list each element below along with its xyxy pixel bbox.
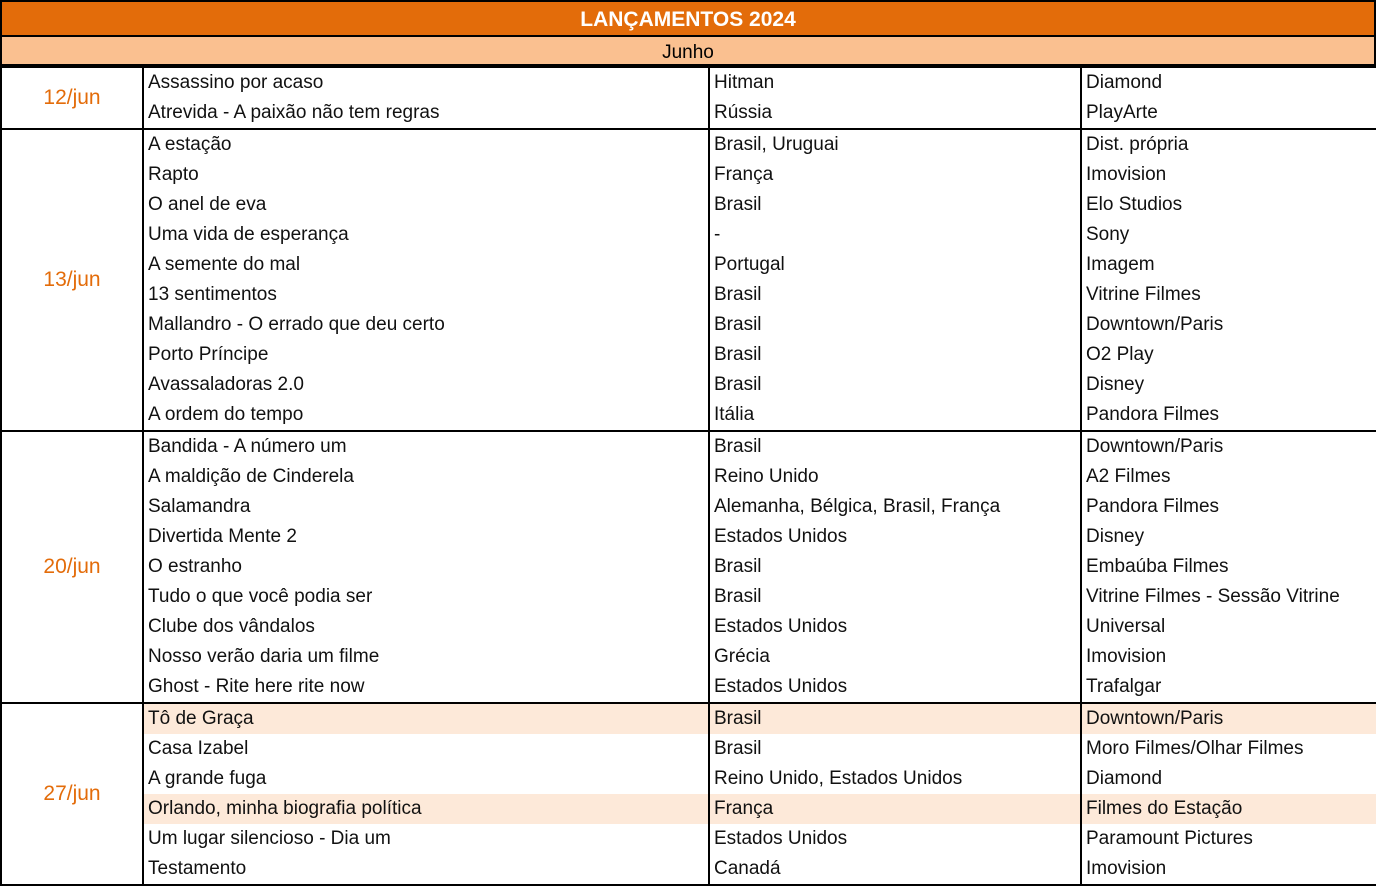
film-title: Testamento	[143, 854, 709, 885]
film-distributor: Moro Filmes/Olhar Filmes	[1081, 734, 1376, 764]
film-distributor: Vitrine Filmes	[1081, 280, 1376, 310]
film-distributor: Trafalgar	[1081, 672, 1376, 703]
table-row	[1, 98, 1376, 129]
film-distributor: Pandora Filmes	[1081, 400, 1376, 431]
table-row	[1, 280, 1376, 310]
film-distributor: Sony	[1081, 220, 1376, 250]
table-row	[1, 824, 1376, 854]
film-country: Estados Unidos	[709, 824, 1081, 854]
film-distributor: Imagem	[1081, 250, 1376, 280]
table-row	[1, 854, 1376, 885]
release-date: 13/jun	[1, 129, 143, 431]
film-distributor: Pandora Filmes	[1081, 492, 1376, 522]
film-country: Itália	[709, 400, 1081, 431]
film-country: Brasil	[709, 190, 1081, 220]
film-title: O estranho	[143, 552, 709, 582]
film-distributor: Imovision	[1081, 854, 1376, 885]
film-distributor: Elo Studios	[1081, 190, 1376, 220]
film-distributor: Universal	[1081, 612, 1376, 642]
film-title: Salamandra	[143, 492, 709, 522]
film-country: Brasil	[709, 552, 1081, 582]
film-country: Brasil, Uruguai	[709, 129, 1081, 160]
table-row	[1, 462, 1376, 492]
film-distributor: Downtown/Paris	[1081, 703, 1376, 734]
film-title: A grande fuga	[143, 764, 709, 794]
table-row	[1, 703, 1376, 734]
table-row	[1, 794, 1376, 824]
film-title: O anel de eva	[143, 190, 709, 220]
film-distributor: Downtown/Paris	[1081, 310, 1376, 340]
film-country: Brasil	[709, 340, 1081, 370]
table-row	[1, 250, 1376, 280]
film-title: Uma vida de esperança	[143, 220, 709, 250]
table-row	[1, 672, 1376, 703]
table-row	[1, 582, 1376, 612]
film-distributor: Downtown/Paris	[1081, 431, 1376, 462]
table-row	[1, 734, 1376, 764]
film-title: Rapto	[143, 160, 709, 190]
film-title: Ghost - Rite here rite now	[143, 672, 709, 703]
table-row	[1, 67, 1376, 98]
release-table-body	[1, 67, 1376, 885]
film-title: A ordem do tempo	[143, 400, 709, 431]
table-row	[1, 522, 1376, 552]
film-title: Divertida Mente 2	[143, 522, 709, 552]
table-row	[1, 552, 1376, 582]
table-row	[1, 190, 1376, 220]
film-country: Reino Unido	[709, 462, 1081, 492]
film-country: Portugal	[709, 250, 1081, 280]
film-country: Estados Unidos	[709, 672, 1081, 703]
film-title: A maldição de Cinderela	[143, 462, 709, 492]
film-distributor: Disney	[1081, 370, 1376, 400]
sheet-title: LANÇAMENTOS 2024	[0, 0, 1376, 35]
film-country: Brasil	[709, 734, 1081, 764]
table-row	[1, 129, 1376, 160]
film-country: -	[709, 220, 1081, 250]
film-distributor: A2 Filmes	[1081, 462, 1376, 492]
film-title: Clube dos vândalos	[143, 612, 709, 642]
film-distributor: Embaúba Filmes	[1081, 552, 1376, 582]
film-country: Estados Unidos	[709, 612, 1081, 642]
film-title: Porto Príncipe	[143, 340, 709, 370]
table-row	[1, 764, 1376, 794]
film-country: França	[709, 160, 1081, 190]
film-distributor: Imovision	[1081, 642, 1376, 672]
film-distributor: Diamond	[1081, 67, 1376, 98]
table-row	[1, 340, 1376, 370]
film-country: França	[709, 794, 1081, 824]
film-title: Orlando, minha biografia política	[143, 794, 709, 824]
film-title: Nosso verão daria um filme	[143, 642, 709, 672]
film-country: Brasil	[709, 431, 1081, 462]
film-country: Alemanha, Bélgica, Brasil, França	[709, 492, 1081, 522]
table-row	[1, 431, 1376, 462]
film-title: Tô de Graça	[143, 703, 709, 734]
film-distributor: PlayArte	[1081, 98, 1376, 129]
film-distributor: Disney	[1081, 522, 1376, 552]
film-title: 13 sentimentos	[143, 280, 709, 310]
film-country: Canadá	[709, 854, 1081, 885]
month-header: Junho	[0, 35, 1376, 66]
film-title: Tudo o que você podia ser	[143, 582, 709, 612]
film-title: Casa Izabel	[143, 734, 709, 764]
film-distributor: O2 Play	[1081, 340, 1376, 370]
film-country: Rússia	[709, 98, 1081, 129]
film-distributor: Filmes do Estação	[1081, 794, 1376, 824]
film-title: Atrevida - A paixão não tem regras	[143, 98, 709, 129]
film-country: Brasil	[709, 280, 1081, 310]
release-date: 27/jun	[1, 703, 143, 885]
film-distributor: Paramount Pictures	[1081, 824, 1376, 854]
film-title: Assassino por acaso	[143, 67, 709, 98]
film-distributor: Vitrine Filmes - Sessão Vitrine	[1081, 582, 1376, 612]
film-title: Avassaladoras 2.0	[143, 370, 709, 400]
film-country: Brasil	[709, 370, 1081, 400]
film-distributor: Dist. própria	[1081, 129, 1376, 160]
table-row	[1, 220, 1376, 250]
table-row	[1, 400, 1376, 431]
film-country: Brasil	[709, 703, 1081, 734]
film-country: Reino Unido, Estados Unidos	[709, 764, 1081, 794]
film-distributor: Diamond	[1081, 764, 1376, 794]
table-row	[1, 160, 1376, 190]
film-distributor: Imovision	[1081, 160, 1376, 190]
release-date: 12/jun	[1, 67, 143, 129]
film-title: Um lugar silencioso - Dia um	[143, 824, 709, 854]
table-row	[1, 310, 1376, 340]
table-row	[1, 612, 1376, 642]
table-row	[1, 492, 1376, 522]
table-row	[1, 370, 1376, 400]
film-title: Bandida - A número um	[143, 431, 709, 462]
film-country: Hitman	[709, 67, 1081, 98]
film-country: Brasil	[709, 582, 1081, 612]
film-title: A semente do mal	[143, 250, 709, 280]
film-title: Mallandro - O errado que deu certo	[143, 310, 709, 340]
film-country: Estados Unidos	[709, 522, 1081, 552]
film-country: Grécia	[709, 642, 1081, 672]
release-table	[0, 66, 1376, 886]
film-country: Brasil	[709, 310, 1081, 340]
film-title: A estação	[143, 129, 709, 160]
table-row	[1, 642, 1376, 672]
release-date: 20/jun	[1, 431, 143, 703]
